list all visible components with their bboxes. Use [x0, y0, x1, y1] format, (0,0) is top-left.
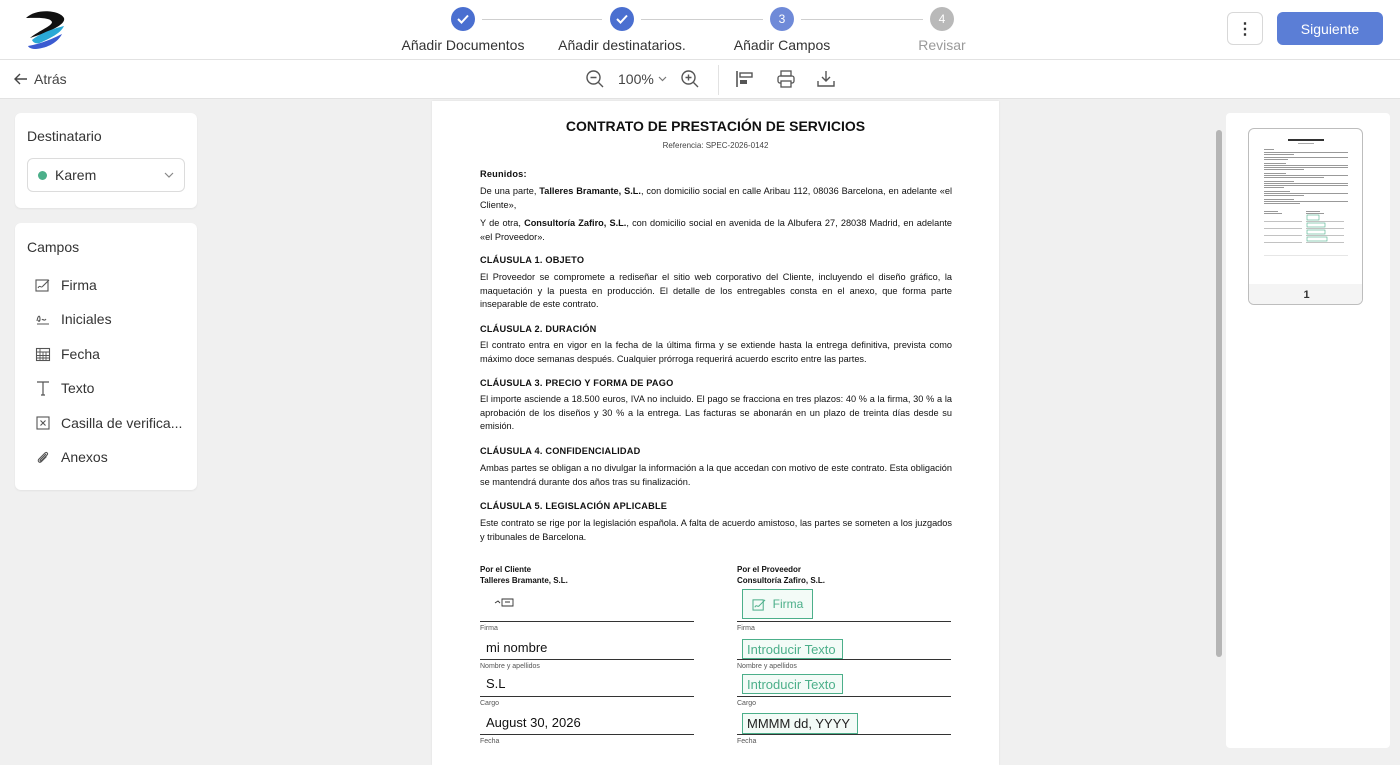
back-button[interactable]	[14, 71, 67, 87]
field-label: Firma	[61, 277, 97, 293]
zoom-value: 100%	[618, 71, 654, 87]
field-label: Iniciales	[61, 311, 112, 327]
zoom-in-icon[interactable]	[680, 69, 700, 89]
clause-5-text: Este contrato se rige por la legislación española. A falta de acuerdo amistoso, las partes se someten a los juzgados y tribunales de Barcelona.	[480, 518, 952, 542]
chevron-down-icon	[658, 76, 667, 82]
date-caption: Fecha	[480, 738, 500, 745]
name-caption: Nombre y apellidos	[480, 663, 540, 670]
zoom-select[interactable]	[618, 71, 667, 87]
signature-line	[737, 696, 951, 697]
client-name-value: mi nombre	[486, 640, 548, 655]
signature-line	[480, 621, 694, 622]
client-role-value: S.L	[486, 676, 506, 691]
date-caption: Fecha	[737, 738, 757, 745]
step-label: Añadir Campos	[733, 37, 831, 53]
thumbnail-panel	[1226, 113, 1390, 748]
date-field[interactable]: MMMM dd, YYYY	[742, 713, 858, 734]
clause-4-heading: CLÁUSULA 4. CONFIDENCIALIDAD	[480, 446, 641, 456]
stepper	[0, 0, 1400, 60]
check-icon	[610, 7, 634, 31]
next-button[interactable]: Siguiente	[1277, 12, 1383, 45]
clause-5-heading: CLÁUSULA 5. LEGISLACIÓN APLICABLE	[480, 501, 668, 511]
document-reference: Referencia: SPEC-2026-0142	[662, 141, 769, 150]
field-initials[interactable]	[35, 308, 112, 330]
party-2-paragraph: Y de otra, Consultoría Zafiro, S.L., con domicilio social en avenida de la Albufera 27, 28038 Madrid, en adelante «el Proveedor».	[480, 218, 952, 242]
clause-2-text: El contrato entra en vigor en la fecha de la última firma y se extiende hasta la entrega definitiva, prevista como máximo doce semanas después. Cualquier prórroga requerirá acuerdo escrito entre las partes.	[480, 340, 952, 364]
paperclip-icon	[35, 449, 51, 465]
signature-line	[737, 734, 951, 735]
field-signature[interactable]	[35, 274, 97, 296]
more-options-button[interactable]: ⋮	[1227, 12, 1263, 45]
download-icon[interactable]	[816, 69, 836, 89]
page-preview	[1258, 135, 1354, 280]
step-add-documents[interactable]	[373, 7, 553, 53]
signature-field[interactable]: Firma	[742, 589, 813, 619]
signature-caption: Firma	[737, 625, 755, 632]
signature-caption: Firma	[480, 625, 498, 632]
recipient-name: Karem	[55, 167, 97, 183]
toolbar-divider	[718, 65, 719, 95]
field-text[interactable]	[35, 377, 94, 399]
document-scrollbar[interactable]	[1216, 130, 1222, 657]
clause-1-text: El Proveedor se compromete a rediseñar el sitio web corporativo del Cliente, incluyendo el diseño gráfico, la maquetación y la puesta en producción. El detalle de los entregables consta en el anexo, que forma parte inseparable de este contrato.	[480, 272, 952, 309]
clause-2-heading: CLÁUSULA 2. DURACIÓN	[480, 324, 597, 334]
signature-icon	[752, 598, 767, 611]
clause-4-text: Ambas partes se obligan a no divulgar la información a la que accedan con motivo de este contrato. Esta obligación se mantendrá durante dos años tras su finalización.	[480, 463, 952, 487]
clause-3-heading: CLÁUSULA 3. PRECIO Y FORMA DE PAGO	[480, 378, 674, 388]
fields-panel	[15, 223, 197, 490]
arrow-left-icon	[14, 73, 28, 85]
step-review[interactable]	[852, 7, 1032, 53]
page-thumbnail[interactable]	[1248, 128, 1363, 305]
field-label: Fecha	[61, 346, 100, 362]
step-add-recipients[interactable]	[532, 7, 712, 53]
field-attachments[interactable]	[35, 446, 108, 468]
initials-icon	[35, 311, 51, 327]
name-caption: Nombre y apellidos	[737, 663, 797, 670]
chevron-down-icon	[164, 172, 174, 178]
document-title: CONTRATO DE PRESTACIÓN DE SERVICIOS	[565, 118, 866, 134]
clause-3-text: El importe asciende a 18.500 euros, IVA no incluido. El pago se fracciona en tres plazos: 40 % a la firma, 30 % a la aprobación de los diseños y 30 % a la entrega. Las facturas se abonarán en un plazo de treinta días desde su emisión.	[480, 394, 952, 431]
checkbox-icon	[35, 415, 51, 431]
party-1-paragraph: De una parte, Talleres Bramante, S.L., con domicilio social en calle Aribau 112, 08036 Barcelona, en adelante «el Cliente»,	[480, 186, 953, 210]
calendar-icon	[35, 346, 51, 362]
print-icon[interactable]	[776, 69, 796, 89]
signature-line	[737, 621, 951, 622]
recipient-panel	[15, 113, 197, 208]
signature-line	[480, 734, 694, 735]
align-icon[interactable]	[735, 69, 755, 89]
document-toolbar	[0, 60, 1400, 99]
top-header	[0, 0, 1400, 60]
fields-title: Campos	[27, 239, 80, 255]
field-checkbox[interactable]	[35, 412, 182, 434]
role-caption: Cargo	[737, 700, 757, 707]
signature-line	[480, 659, 694, 660]
client-date-value: August 30, 2026	[486, 715, 581, 730]
signature-line	[737, 659, 951, 660]
check-icon	[451, 7, 475, 31]
clause-1-heading: CLÁUSULA 1. OBJETO	[480, 255, 585, 265]
recipient-color-dot	[38, 171, 47, 180]
name-text-field[interactable]: Introducir Texto	[742, 639, 843, 659]
signature-mark-icon	[494, 596, 516, 608]
step-number: 3	[770, 7, 794, 31]
step-number: 4	[930, 7, 954, 31]
client-signature-heading: Por el Cliente Talleres Bramante, S.L.	[480, 565, 568, 585]
recipient-select[interactable]	[27, 158, 185, 192]
document-page	[432, 101, 999, 765]
field-label: Casilla de verifica...	[61, 415, 183, 431]
page-number: 1	[1249, 284, 1363, 305]
step-add-fields[interactable]	[692, 7, 872, 53]
signature-icon	[35, 277, 51, 293]
step-label: Añadir destinatarios.	[558, 37, 686, 53]
recipient-title: Destinatario	[27, 128, 102, 144]
field-label: Anexos	[61, 449, 108, 465]
provider-signature-heading: Por el Proveedor Consultoría Zafiro, S.L.	[737, 565, 826, 585]
zoom-out-icon[interactable]	[585, 69, 605, 89]
field-date[interactable]	[35, 343, 100, 365]
role-text-field[interactable]: Introducir Texto	[742, 674, 843, 694]
reunidos-heading: Reunidos:	[480, 169, 527, 179]
role-caption: Cargo	[480, 700, 500, 707]
signature-line	[480, 696, 694, 697]
step-label: Añadir Documentos	[401, 37, 525, 53]
step-label: Revisar	[918, 37, 966, 53]
field-label: Texto	[61, 380, 95, 396]
back-label: Atrás	[34, 71, 67, 87]
text-icon	[35, 380, 51, 396]
